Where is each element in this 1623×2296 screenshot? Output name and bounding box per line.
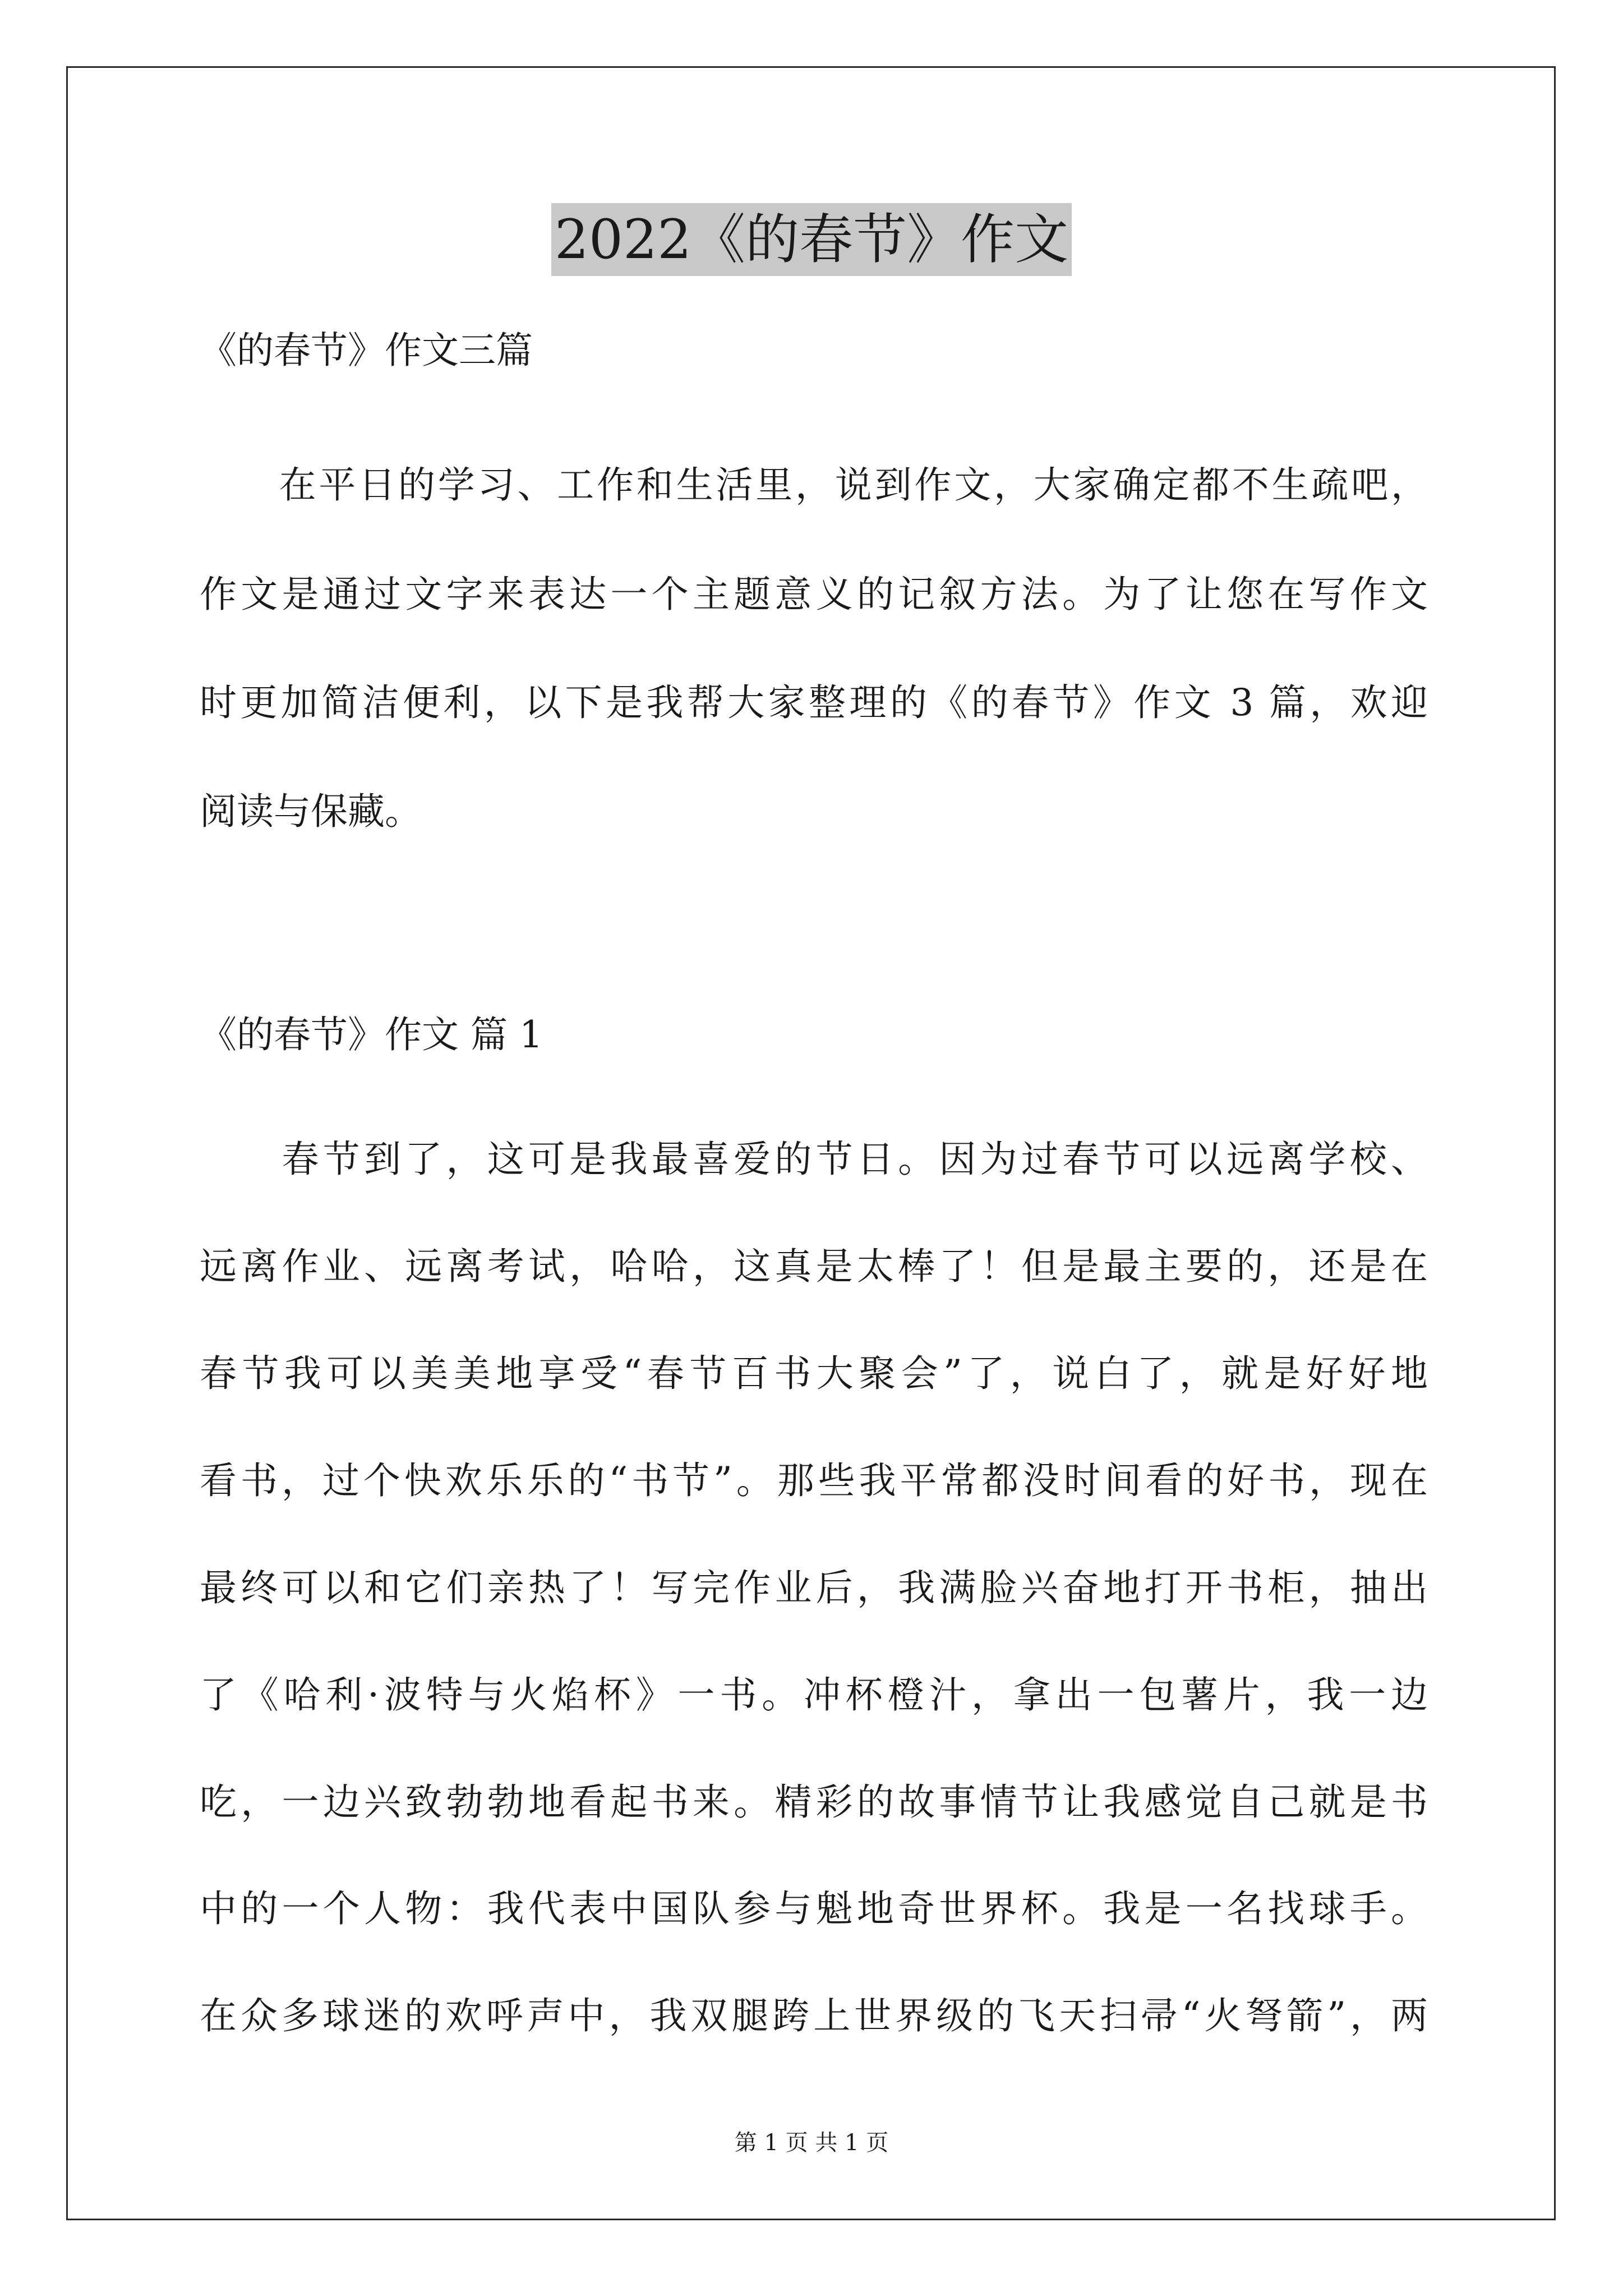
- page-footer: 第 1 页 共 1 页: [734, 2130, 889, 2156]
- article-line: 春节到了，这可是我最喜爱的节日。因为过春节可以远离学校、: [200, 1138, 1428, 1181]
- section-heading: 《的春节》作文三篇: [200, 329, 533, 372]
- article-line: 最终可以和它们亲热了！写完作业后，我满脸兴奋地打开书柜，抽出: [200, 1566, 1428, 1609]
- article-line: 在众多球迷的欢呼声中，我双腿跨上世界级的飞天扫帚“火弩箭”，两: [200, 1994, 1428, 2037]
- article-heading: 《的春节》作文 篇 1: [200, 1013, 543, 1056]
- intro-line: 作文是通过文字来表达一个主题意义的记叙方法。为了让您在写作文: [200, 573, 1428, 616]
- intro-line: 阅读与保藏。: [200, 790, 422, 833]
- article-line: 了《哈利·波特与火焰杯》一书。冲杯橙汁，拿出一包薯片，我一边: [200, 1673, 1428, 1717]
- article-line: 远离作业、远离考试，哈哈，这真是太棒了！但是最主要的，还是在: [200, 1245, 1428, 1288]
- intro-line: 在平日的学习、工作和生活里，说到作文，大家确定都不生疏吧，: [200, 463, 1428, 507]
- article-line: 春节我可以美美地享受“春节百书大聚会”了，说白了，就是好好地: [200, 1352, 1428, 1395]
- article-line: 看书，过个快欢乐乐的“书节”。那些我平常都没时间看的好书，现在: [200, 1459, 1428, 1502]
- document-title: 2022《的春节》作文: [551, 203, 1072, 276]
- title-container: [0, 203, 1623, 276]
- article-line: 吃，一边兴致勃勃地看起书来。精彩的故事情节让我感觉自己就是书: [200, 1780, 1428, 1824]
- intro-line: 时更加简洁便利，以下是我帮大家整理的《的春节》作文 3 篇，欢迎: [200, 681, 1428, 724]
- article-line: 中的一个人物：我代表中国队参与魁地奇世界杯。我是一名找球手。: [200, 1887, 1428, 1930]
